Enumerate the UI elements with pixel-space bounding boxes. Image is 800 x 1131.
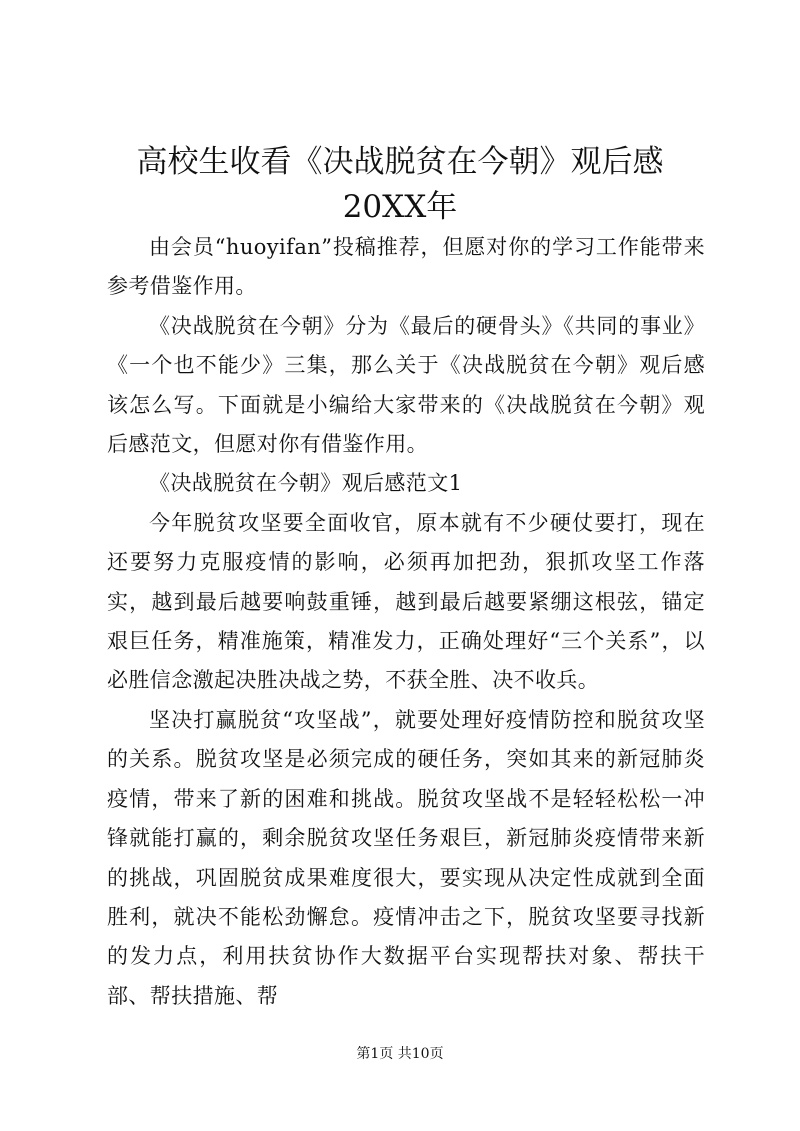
document-body — [107, 228, 705, 1016]
page-footer: 第1页 共10页 — [356, 1046, 444, 1062]
section-heading: 《决战脱贫在今朝》观后感范文1 — [149, 471, 463, 496]
paragraph-body-1: 今年脱贫攻坚要全面收官，原本就有不少硬仗要打，现在还要努力克服疫情的影响，必须再加把劲，狠抓攻坚工作落实，越到最后越要响鼓重锤，越到最后越要紧绷这根弦，锚定艰巨任务，精准施策，精准发力，正确处理好“三个关系”，以必胜信念激起决胜决战之势，不获全胜、决不收兵。 — [107, 510, 705, 693]
document-title: 高校生收看《决战脱贫在今朝》观后感20XX年 — [136, 144, 664, 225]
paragraph-intro: 由会员“huoyifan”投稿推荐，但愿对你的学习工作能带来参考借鉴作用。 — [107, 235, 705, 299]
paragraph-summary: 《决战脱贫在今朝》分为《最后的硬骨头》《共同的事业》《一个也不能少》三集，那么关于《决战脱贫在今朝》观后感该怎么写。下面就是小编给大家带来的《决战脱贫在今朝》观后感范文，但愿对你有借鉴作用。 — [107, 313, 705, 457]
paragraph-body-2: 坚决打赢脱贫“攻坚战”，就要处理好疫情防控和脱贫攻坚的关系。脱贫攻坚是必须完成的硬任务，突如其来的新冠肺炎疫情，带来了新的困难和挑战。脱贫攻坚战不是轻轻松松一冲锋就能打赢的，剩余脱贫攻坚任务艰巨，新冠肺炎疫情带来新的挑战，巩固脱贫成果难度很大，要实现从决定性成就到全面胜利，就决不能松劲懈怠。疫情冲击之下，脱贫攻坚要寻找新的发力点，利用扶贫协作大数据平台实现帮扶对象、帮扶干部、帮扶措施、帮 — [107, 707, 705, 1008]
